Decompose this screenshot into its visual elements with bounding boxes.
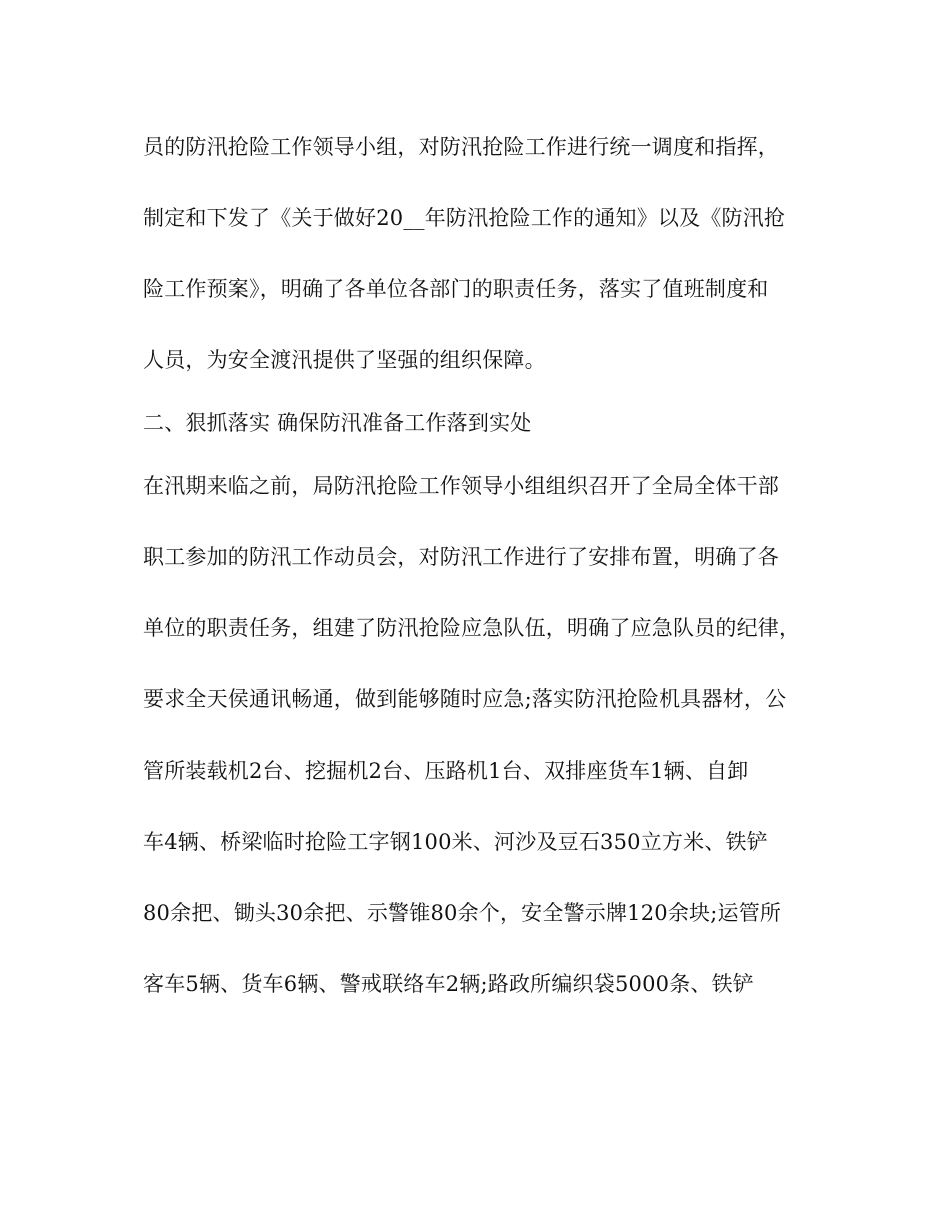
paragraph-line: 管所装载机2台、挖掘机2台、压路机1台、双排座货车1辆、自卸 (143, 759, 749, 783)
paragraph-line: 单位的职责任务，组建了防汛抢险应急队伍，明确了应急队员的纪律， (143, 616, 801, 640)
paragraph-line: 在汛期来临之前，局防汛抢险工作领导小组组织召开了全局全体干部 (143, 474, 779, 498)
paragraph-line: 险工作预案》，明确了各单位各部门的职责任务，落实了值班制度和 (143, 277, 769, 301)
paragraph-line: 80余把、锄头30余把、示警锥80余个，安全警示牌120余块;运管所 (143, 901, 782, 925)
paragraph-line: 车4辆、桥梁临时抢险工字钢100米、河沙及豆石350立方米、铁铲 (143, 830, 768, 854)
paragraph-line: 员的防汛抢险工作领导小组，对防汛抢险工作进行统一调度和指挥， (143, 135, 779, 159)
paragraph-line: 客车5辆、货车6辆、警戒联络车2辆;路政所编织袋5000条、铁铲 (143, 972, 754, 996)
paragraph-line: 人员，为安全渡汛提供了坚强的组织保障。 (143, 348, 546, 372)
section-heading: 二、狠抓落实 确保防汛准备工作落到实处 (143, 411, 532, 435)
paragraph-line: 制定和下发了《关于做好20__年防汛抢险工作的通知》以及《防汛抢 (143, 206, 786, 230)
paragraph-line: 要求全天侯通讯畅通，做到能够随时应急;落实防汛抢险机具器材，公 (143, 687, 787, 711)
paragraph-line: 职工参加的防汛工作动员会，对防汛工作进行了安排布置，明确了各 (143, 545, 779, 569)
